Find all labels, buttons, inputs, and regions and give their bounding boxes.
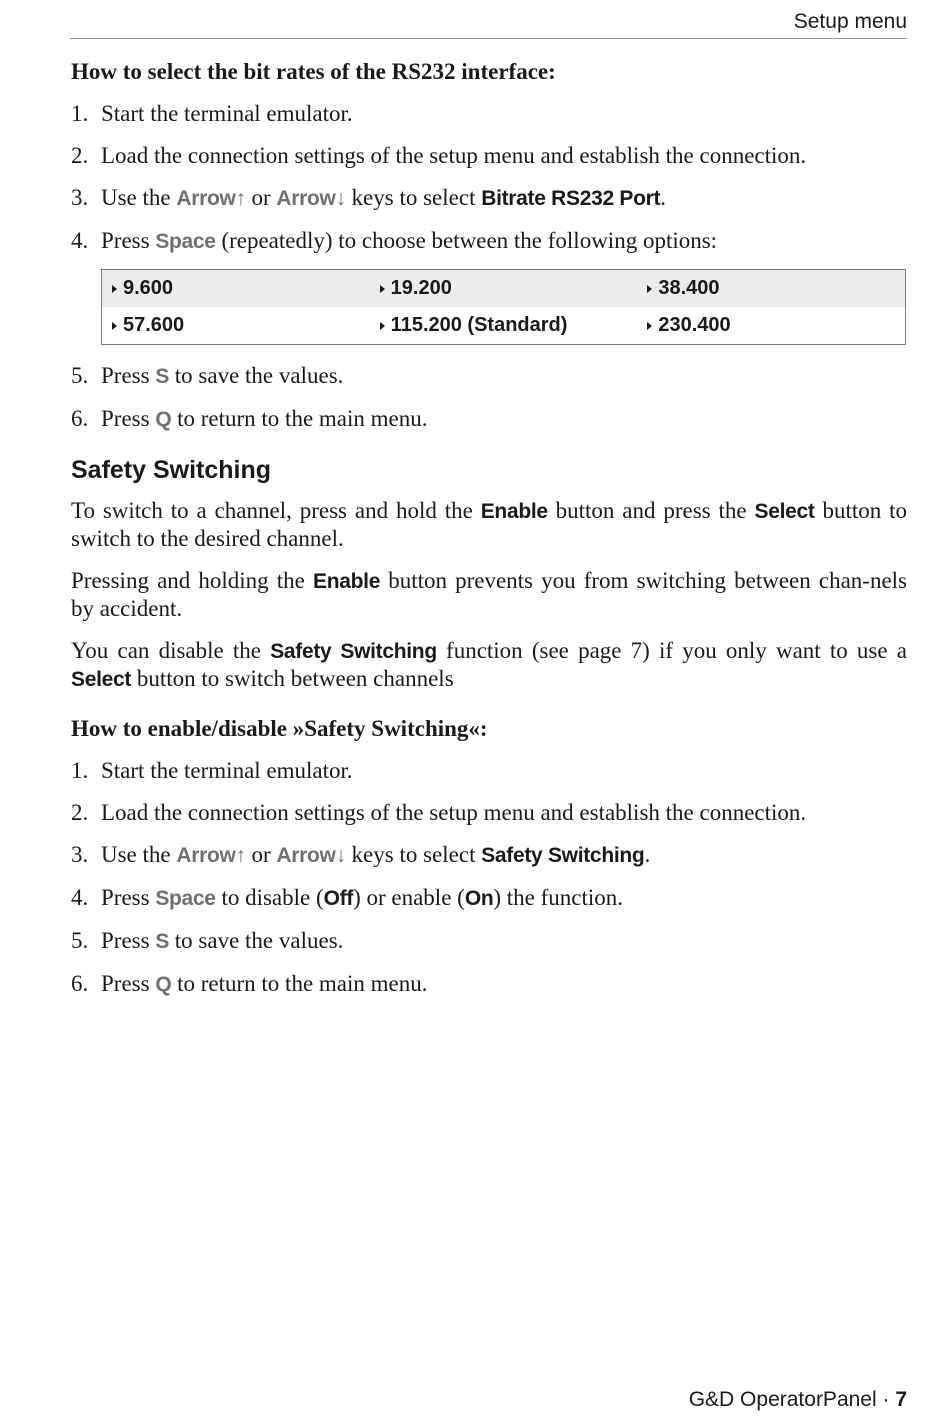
safety-steps-list (71, 757, 907, 998)
option-cell (102, 312, 370, 339)
paragraph-text: Pressing and holding the (71, 568, 314, 593)
step-text: Press (101, 363, 156, 388)
list-item (71, 799, 907, 826)
page-number: 7 (895, 1388, 907, 1411)
list-item (71, 757, 907, 784)
paragraph-text: button to switch to the desired channel. (71, 498, 907, 551)
step-number: 2. (71, 800, 89, 825)
key-q: Q (155, 973, 172, 996)
step-number: 4. (71, 228, 89, 253)
list-item (71, 970, 907, 998)
key-q: Q (155, 408, 172, 431)
key-arrow-up: Arrow↑ (176, 187, 246, 210)
step-number: 4. (71, 885, 89, 910)
step-text: ) the function. (493, 885, 624, 910)
option-value: 230.400 (658, 314, 731, 336)
step-text: Start the terminal emulator. (101, 758, 353, 783)
table-row (102, 270, 905, 307)
step-text: Start the terminal emulator. (101, 101, 353, 126)
menu-item-name: Bitrate RS232 Port (481, 187, 661, 210)
step-number: 6. (71, 971, 89, 996)
step-text: to save the values. (169, 928, 344, 953)
menu-item-name: Safety Switching (481, 844, 645, 867)
paragraph-text: function (see page 7) if you only want to use a (436, 638, 907, 663)
step-number: 3. (71, 842, 89, 867)
triangle-bullet-icon (380, 285, 385, 293)
step-number: 5. (71, 363, 89, 388)
key-s: S (155, 365, 170, 388)
option-value: 115.200 (Standard) (390, 314, 568, 336)
list-item (71, 227, 907, 255)
step-number: 2. (71, 143, 89, 168)
step-text: Use the (101, 185, 177, 210)
key-arrow-down: Arrow↓ (276, 187, 346, 210)
triangle-bullet-icon (112, 285, 117, 293)
step-text: Press (101, 406, 156, 431)
step-text: to return to the main menu. (171, 406, 428, 431)
step-text: Press (101, 971, 156, 996)
step-text: ) or enable ( (353, 885, 465, 910)
step-text: or (245, 842, 277, 867)
key-arrow-up: Arrow↑ (176, 844, 246, 867)
step-text: to disable ( (215, 885, 324, 910)
section-title-safety-switching: Safety Switching (71, 456, 272, 484)
step-text: Press (101, 885, 156, 910)
step-text: Use the (101, 842, 177, 867)
bitrate-steps-list-continued (71, 362, 907, 433)
step-text: keys to select (345, 842, 482, 867)
button-name-enable: Enable (480, 500, 548, 523)
option-value: 9.600 (123, 277, 174, 299)
step-number: 1. (71, 758, 89, 783)
button-name-select: Select (71, 668, 132, 691)
paragraph-text: To switch to a channel, press and hold the (71, 498, 481, 523)
list-item (71, 142, 907, 169)
step-number: 3. (71, 185, 89, 210)
function-name-safety-switching: Safety Switching (270, 640, 437, 663)
key-s: S (155, 930, 170, 953)
paragraph-text: button to switch between channels (131, 666, 454, 691)
paragraph (71, 497, 907, 552)
step-number: 6. (71, 406, 89, 431)
paragraph-text: button prevents you from switching between chan-nels by accident. (71, 568, 907, 621)
option-cell (637, 312, 905, 339)
list-item (71, 841, 907, 869)
running-header (70, 8, 907, 39)
list-item (71, 184, 907, 212)
bitrate-options-table (101, 269, 906, 345)
safety-procedure-heading: How to enable/disable »Safety Switching«: (71, 716, 488, 741)
key-space: Space (155, 887, 216, 910)
option-value: 19.200 (390, 277, 452, 299)
key-space: Space (155, 230, 216, 253)
footer-product-name: G&D OperatorPanel · (688, 1388, 896, 1411)
running-footer (689, 1388, 907, 1412)
triangle-bullet-icon (647, 285, 652, 293)
step-text: (repeatedly) to choose between the following options: (215, 228, 718, 253)
bitrate-steps-list (71, 100, 907, 255)
paragraph-text: You can disable the (71, 638, 271, 663)
step-number: 1. (71, 101, 89, 126)
list-item (71, 884, 907, 912)
table-row (102, 307, 905, 344)
header-title: Setup menu (793, 10, 907, 33)
triangle-bullet-icon (380, 322, 385, 330)
option-cell (102, 275, 370, 302)
step-text: to save the values. (169, 363, 344, 388)
page-content (71, 58, 907, 1013)
option-cell (370, 312, 638, 339)
triangle-bullet-icon (647, 322, 652, 330)
option-value: 57.600 (123, 314, 185, 336)
key-arrow-down: Arrow↓ (276, 844, 346, 867)
bitrate-procedure-heading: How to select the bit rates of the RS232 interface: (71, 59, 556, 84)
button-name-select: Select (754, 500, 815, 523)
list-item (71, 362, 907, 390)
list-item (71, 927, 907, 955)
triangle-bullet-icon (112, 322, 117, 330)
step-text: Press (101, 228, 156, 253)
value-on: On (464, 887, 494, 910)
step-text: or (245, 185, 277, 210)
option-value: 38.400 (658, 277, 720, 299)
paragraph (71, 637, 907, 693)
step-text: Press (101, 928, 156, 953)
paragraph-text: button and press the (547, 498, 755, 523)
step-text: . (660, 185, 666, 210)
step-text: . (644, 842, 651, 867)
list-item (71, 405, 907, 433)
step-number: 5. (71, 928, 89, 953)
option-cell (370, 275, 638, 302)
option-cell (637, 275, 905, 302)
paragraph (71, 567, 907, 622)
list-item (71, 100, 907, 127)
step-text: Load the connection settings of the setup menu and establish the connection. (101, 143, 807, 168)
value-off: Off (323, 887, 354, 910)
step-text: keys to select (345, 185, 482, 210)
step-text: to return to the main menu. (171, 971, 428, 996)
button-name-enable: Enable (313, 570, 381, 593)
step-text: Load the connection settings of the setup menu and establish the connection. (101, 800, 807, 825)
